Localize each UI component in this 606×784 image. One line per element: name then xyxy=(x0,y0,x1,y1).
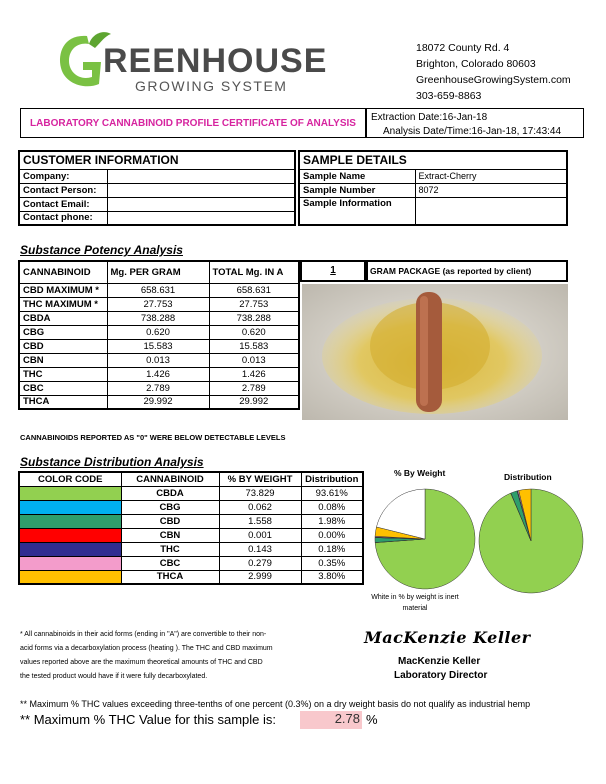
customer-info-header: CUSTOMER INFORMATION xyxy=(19,151,295,169)
dist-header-distribution: Distribution xyxy=(301,472,363,486)
dist-percent: 0.35% xyxy=(301,556,363,570)
thc-warning: ** Maximum % THC values exceeding three-tenths of one percent (0.3%) on a dry weight basis do not qualify as industrial hemp xyxy=(20,699,531,709)
potency-mg-per-gram: 1.426 xyxy=(107,367,209,381)
thc-unit: % xyxy=(366,712,378,727)
dist-header-cannabinoid: CANNABINOID xyxy=(121,472,219,486)
pie-note: White in % by weight is inert material xyxy=(371,594,459,612)
color-swatch xyxy=(19,500,121,514)
dist-cannabinoid: CBN xyxy=(121,528,219,542)
sample-photo-image xyxy=(302,284,568,420)
potency-total-mg: 15.583 xyxy=(209,339,299,353)
thc-value-label: ** Maximum % THC Value for this sample is: xyxy=(20,712,276,727)
sample-details-table xyxy=(298,150,568,226)
potency-total-mg: 0.620 xyxy=(209,325,299,339)
potency-row xyxy=(19,283,299,297)
potency-row xyxy=(19,353,299,367)
signer-title: Laboratory Director xyxy=(394,670,488,681)
dist-percent: 1.98% xyxy=(301,514,363,528)
contact-email-value xyxy=(107,197,295,211)
dist-weight: 0.143 xyxy=(219,542,301,556)
contact-phone-label: Contact phone: xyxy=(19,211,107,225)
potency-mg-per-gram: 27.753 xyxy=(107,297,209,311)
sample-photo xyxy=(302,284,568,420)
dist-weight: 73.829 xyxy=(219,486,301,500)
potency-total-mg: 658.631 xyxy=(209,283,299,297)
potency-total-mg: 1.426 xyxy=(209,367,299,381)
potency-cannabinoid: CBG xyxy=(19,325,107,339)
potency-mg-per-gram: 2.789 xyxy=(107,381,209,395)
sample-info-value xyxy=(415,197,567,225)
sample-number-label: Sample Number xyxy=(299,183,415,197)
distribution-row xyxy=(19,500,363,514)
distribution-chart-title: Distribution xyxy=(504,472,552,482)
potency-cannabinoid: THC MAXIMUM * xyxy=(19,297,107,311)
address-line: Brighton, Colorado 80603 xyxy=(416,58,536,70)
dist-cannabinoid: CBG xyxy=(121,500,219,514)
dist-percent: 0.18% xyxy=(301,542,363,556)
potency-header-cannabinoid: CANNABINOID xyxy=(19,261,107,283)
dist-percent: 3.80% xyxy=(301,570,363,584)
footnote xyxy=(20,628,320,684)
contact-email-label: Contact Email: xyxy=(19,197,107,211)
dist-percent: 0.08% xyxy=(301,500,363,514)
potency-row xyxy=(19,297,299,311)
potency-row xyxy=(19,339,299,353)
distribution-row xyxy=(19,528,363,542)
sample-number-value: 8072 xyxy=(415,183,567,197)
weight-pie-chart xyxy=(372,486,478,592)
distribution-pie-chart xyxy=(476,486,586,596)
distribution-row xyxy=(19,486,363,500)
footnote-line: acid forms via a decarboxylation process (heating ). The THC and CBD maximum xyxy=(20,645,273,652)
dist-cannabinoid: CBC xyxy=(121,556,219,570)
potency-cannabinoid: THC xyxy=(19,367,107,381)
potency-row xyxy=(19,311,299,325)
dist-percent: 0.00% xyxy=(301,528,363,542)
customer-info-table xyxy=(18,150,296,226)
company-logo xyxy=(55,28,328,98)
potency-cannabinoid: CBD MAXIMUM * xyxy=(19,283,107,297)
dist-header-weight: % BY WEIGHT xyxy=(219,472,301,486)
color-swatch xyxy=(19,570,121,584)
distribution-row xyxy=(19,556,363,570)
footnote-line: the tested product would have if it were fully decarboxylated. xyxy=(20,673,208,680)
potency-total-mg: 2.789 xyxy=(209,381,299,395)
distribution-row xyxy=(19,542,363,556)
distribution-row xyxy=(19,570,363,584)
package-count: 1 xyxy=(300,260,366,282)
potency-cannabinoid: CBDA xyxy=(19,311,107,325)
potency-table xyxy=(18,260,300,410)
address-line: 303-659-8863 xyxy=(416,90,482,102)
dist-cannabinoid: THCA xyxy=(121,570,219,584)
potency-cannabinoid: CBD xyxy=(19,339,107,353)
detection-note: CANNABINOIDS REPORTED AS "0" WERE BELOW DETECTABLE LEVELS xyxy=(20,433,286,442)
potency-mg-per-gram: 29.992 xyxy=(107,395,209,409)
analysis-date: Analysis Date/Time:16-Jan-18, 17:43:44 xyxy=(383,126,562,137)
potency-cannabinoid: CBN xyxy=(19,353,107,367)
potency-mg-per-gram: 15.583 xyxy=(107,339,209,353)
footnote-line: * All cannabinoids in their acid forms (ending in "A") are convertible to their non- xyxy=(20,631,267,638)
distribution-section-title: Substance Distribution Analysis xyxy=(20,455,204,469)
weight-chart-title: % By Weight xyxy=(394,468,446,478)
footnote-line: values reported above are the maximum theoretical amounts of THC and CBD xyxy=(20,659,263,666)
color-swatch xyxy=(19,542,121,556)
dist-percent: 93.61% xyxy=(301,486,363,500)
color-swatch xyxy=(19,556,121,570)
potency-header-mg: Mg. PER GRAM xyxy=(107,261,209,283)
potency-mg-per-gram: 738.288 xyxy=(107,311,209,325)
company-label: Company: xyxy=(19,169,107,183)
sample-name-value: Extract-Cherry xyxy=(415,169,567,183)
contact-person-value xyxy=(107,183,295,197)
sample-details-header: SAMPLE DETAILS xyxy=(299,151,567,169)
dist-header-color: COLOR CODE xyxy=(19,472,121,486)
potency-total-mg: 29.992 xyxy=(209,395,299,409)
package-label: GRAM PACKAGE (as reported by client) xyxy=(366,260,568,282)
potency-mg-per-gram: 0.013 xyxy=(107,353,209,367)
extraction-date: Extraction Date:16-Jan-18 xyxy=(371,112,488,123)
address-line: GreenhouseGrowingSystem.com xyxy=(416,74,571,86)
distribution-row xyxy=(19,514,363,528)
dist-cannabinoid: THC xyxy=(121,542,219,556)
distribution-table xyxy=(18,471,364,585)
dates-box xyxy=(366,108,584,138)
contact-person-label: Contact Person: xyxy=(19,183,107,197)
potency-mg-per-gram: 658.631 xyxy=(107,283,209,297)
certificate-title: LABORATORY CANNABINOID PROFILE CERTIFICATE OF ANALYSIS xyxy=(20,108,366,138)
contact-phone-value xyxy=(107,211,295,225)
dist-weight: 0.001 xyxy=(219,528,301,542)
dist-weight: 0.062 xyxy=(219,500,301,514)
color-swatch xyxy=(19,514,121,528)
address-line: 18072 County Rd. 4 xyxy=(416,42,510,54)
potency-cannabinoid: CBC xyxy=(19,381,107,395)
potency-total-mg: 738.288 xyxy=(209,311,299,325)
logo-word: REENHOUSE xyxy=(103,42,328,80)
logo-subtitle: GROWING SYSTEM xyxy=(135,78,288,94)
sample-info-label: Sample Information xyxy=(299,197,415,225)
company-address xyxy=(416,40,571,104)
dist-weight: 1.558 xyxy=(219,514,301,528)
dist-weight: 2.999 xyxy=(219,570,301,584)
color-swatch xyxy=(19,486,121,500)
thc-value: 2.78 xyxy=(300,711,362,729)
dist-weight: 0.279 xyxy=(219,556,301,570)
potency-section-title: Substance Potency Analysis xyxy=(20,243,183,257)
dist-cannabinoid: CBDA xyxy=(121,486,219,500)
signature-script: MacKenzie Keller xyxy=(364,628,531,647)
dist-cannabinoid: CBD xyxy=(121,514,219,528)
color-swatch xyxy=(19,528,121,542)
potency-row xyxy=(19,381,299,395)
potency-total-mg: 27.753 xyxy=(209,297,299,311)
potency-row xyxy=(19,325,299,339)
company-value xyxy=(107,169,295,183)
potency-mg-per-gram: 0.620 xyxy=(107,325,209,339)
potency-header-total: TOTAL Mg. IN A xyxy=(209,261,299,283)
signer-name: MacKenzie Keller xyxy=(398,656,481,667)
potency-row xyxy=(19,395,299,409)
potency-cannabinoid: THCA xyxy=(19,395,107,409)
potency-total-mg: 0.013 xyxy=(209,353,299,367)
potency-row xyxy=(19,367,299,381)
sample-name-label: Sample Name xyxy=(299,169,415,183)
